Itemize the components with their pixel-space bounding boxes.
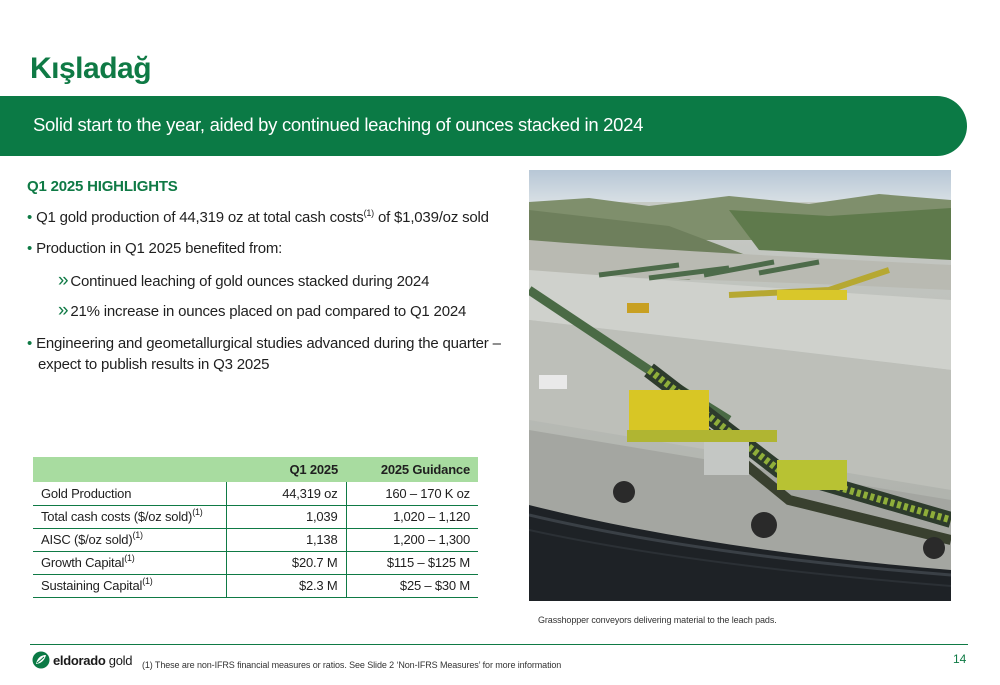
footer-divider: [30, 644, 968, 645]
table-row: [33, 505, 478, 528]
row-guidance-value: $25 – $30 M: [346, 574, 478, 597]
highlights-heading: Q1 2025 HIGHLIGHTS: [27, 178, 178, 195]
row-label: Sustaining Capital$^{(1)}$: [33, 574, 226, 597]
bullet-gold-production: • Q1 gold production of 44,319 oz at total cash costs$^{(1)}$ of $1,039/oz sold: [27, 208, 489, 226]
table-header-guidance: 2025 Guidance: [346, 457, 478, 482]
row-guidance-value: $115 – $125 M: [346, 551, 478, 574]
eldorado-gold-logo: [32, 651, 132, 669]
bullet-dot: •: [27, 209, 33, 226]
row-q1-value: 1,039: [226, 505, 346, 528]
row-guidance-value: 1,020 – 1,120: [346, 505, 478, 528]
table-header-q1: Q1 2025: [226, 457, 346, 482]
photo-caption: Grasshopper conveyors delivering material to the leach pads.: [538, 615, 777, 625]
footnote: (1) These are non-IFRS financial measures or ratios. See Slide 2 ‘Non-IFRS Measures’ for more information: [142, 660, 562, 670]
row-guidance-value: 1,200 – 1,300: [346, 528, 478, 551]
row-label: Gold Production: [33, 482, 226, 505]
row-q1-value: $20.7 M: [226, 551, 346, 574]
sub-bullet-leaching: » Continued leaching of gold ounces stacked during 2024: [58, 270, 430, 291]
logo-text: eldorado gold: [53, 652, 133, 668]
row-q1-value: 1,138: [226, 528, 346, 551]
page-number: 14: [953, 652, 967, 666]
table-row: [33, 528, 478, 551]
row-label: Growth Capital$^{(1)}$: [33, 551, 226, 574]
leaf-logo-icon: [32, 651, 50, 669]
chevron-right-icon: »: [58, 270, 69, 291]
row-q1-value: 44,319 oz: [226, 482, 346, 505]
row-label: Total cash costs ($/oz sold)$^{(1)}$: [33, 505, 226, 528]
table-row: [33, 574, 478, 597]
table-header-blank: [33, 457, 226, 482]
bullet-production-benefited: • Production in Q1 2025 benefited from:: [27, 240, 283, 257]
row-label: AISC ($/oz sold)$^{(1)}$: [33, 528, 226, 551]
conveyor-photo-illustration: [529, 170, 951, 601]
banner-text: Solid start to the year, aided by continued leaching of ounces stacked in 2024: [33, 114, 644, 135]
chevron-right-icon: »: [58, 300, 69, 321]
mine-site-photo: [529, 170, 951, 601]
bullet-dot: •: [27, 335, 33, 352]
bullet-engineering-studies: • Engineering and geometallurgical studies advanced during the quarter – expect to publish results in Q3 2025: [27, 335, 501, 373]
table-header-row: [33, 457, 478, 482]
bullet-dot: •: [27, 240, 33, 257]
subtitle-banner: [0, 96, 967, 156]
table-row: [33, 482, 478, 505]
row-guidance-value: 160 – 170 K oz: [346, 482, 478, 505]
sub-bullet-ounces-increase: » 21% increase in ounces placed on pad compared to Q1 2024: [58, 300, 467, 321]
row-q1-value: $2.3 M: [226, 574, 346, 597]
table-row: [33, 551, 478, 574]
metrics-table: [33, 457, 478, 598]
slide-title: Kışladağ: [30, 52, 152, 85]
